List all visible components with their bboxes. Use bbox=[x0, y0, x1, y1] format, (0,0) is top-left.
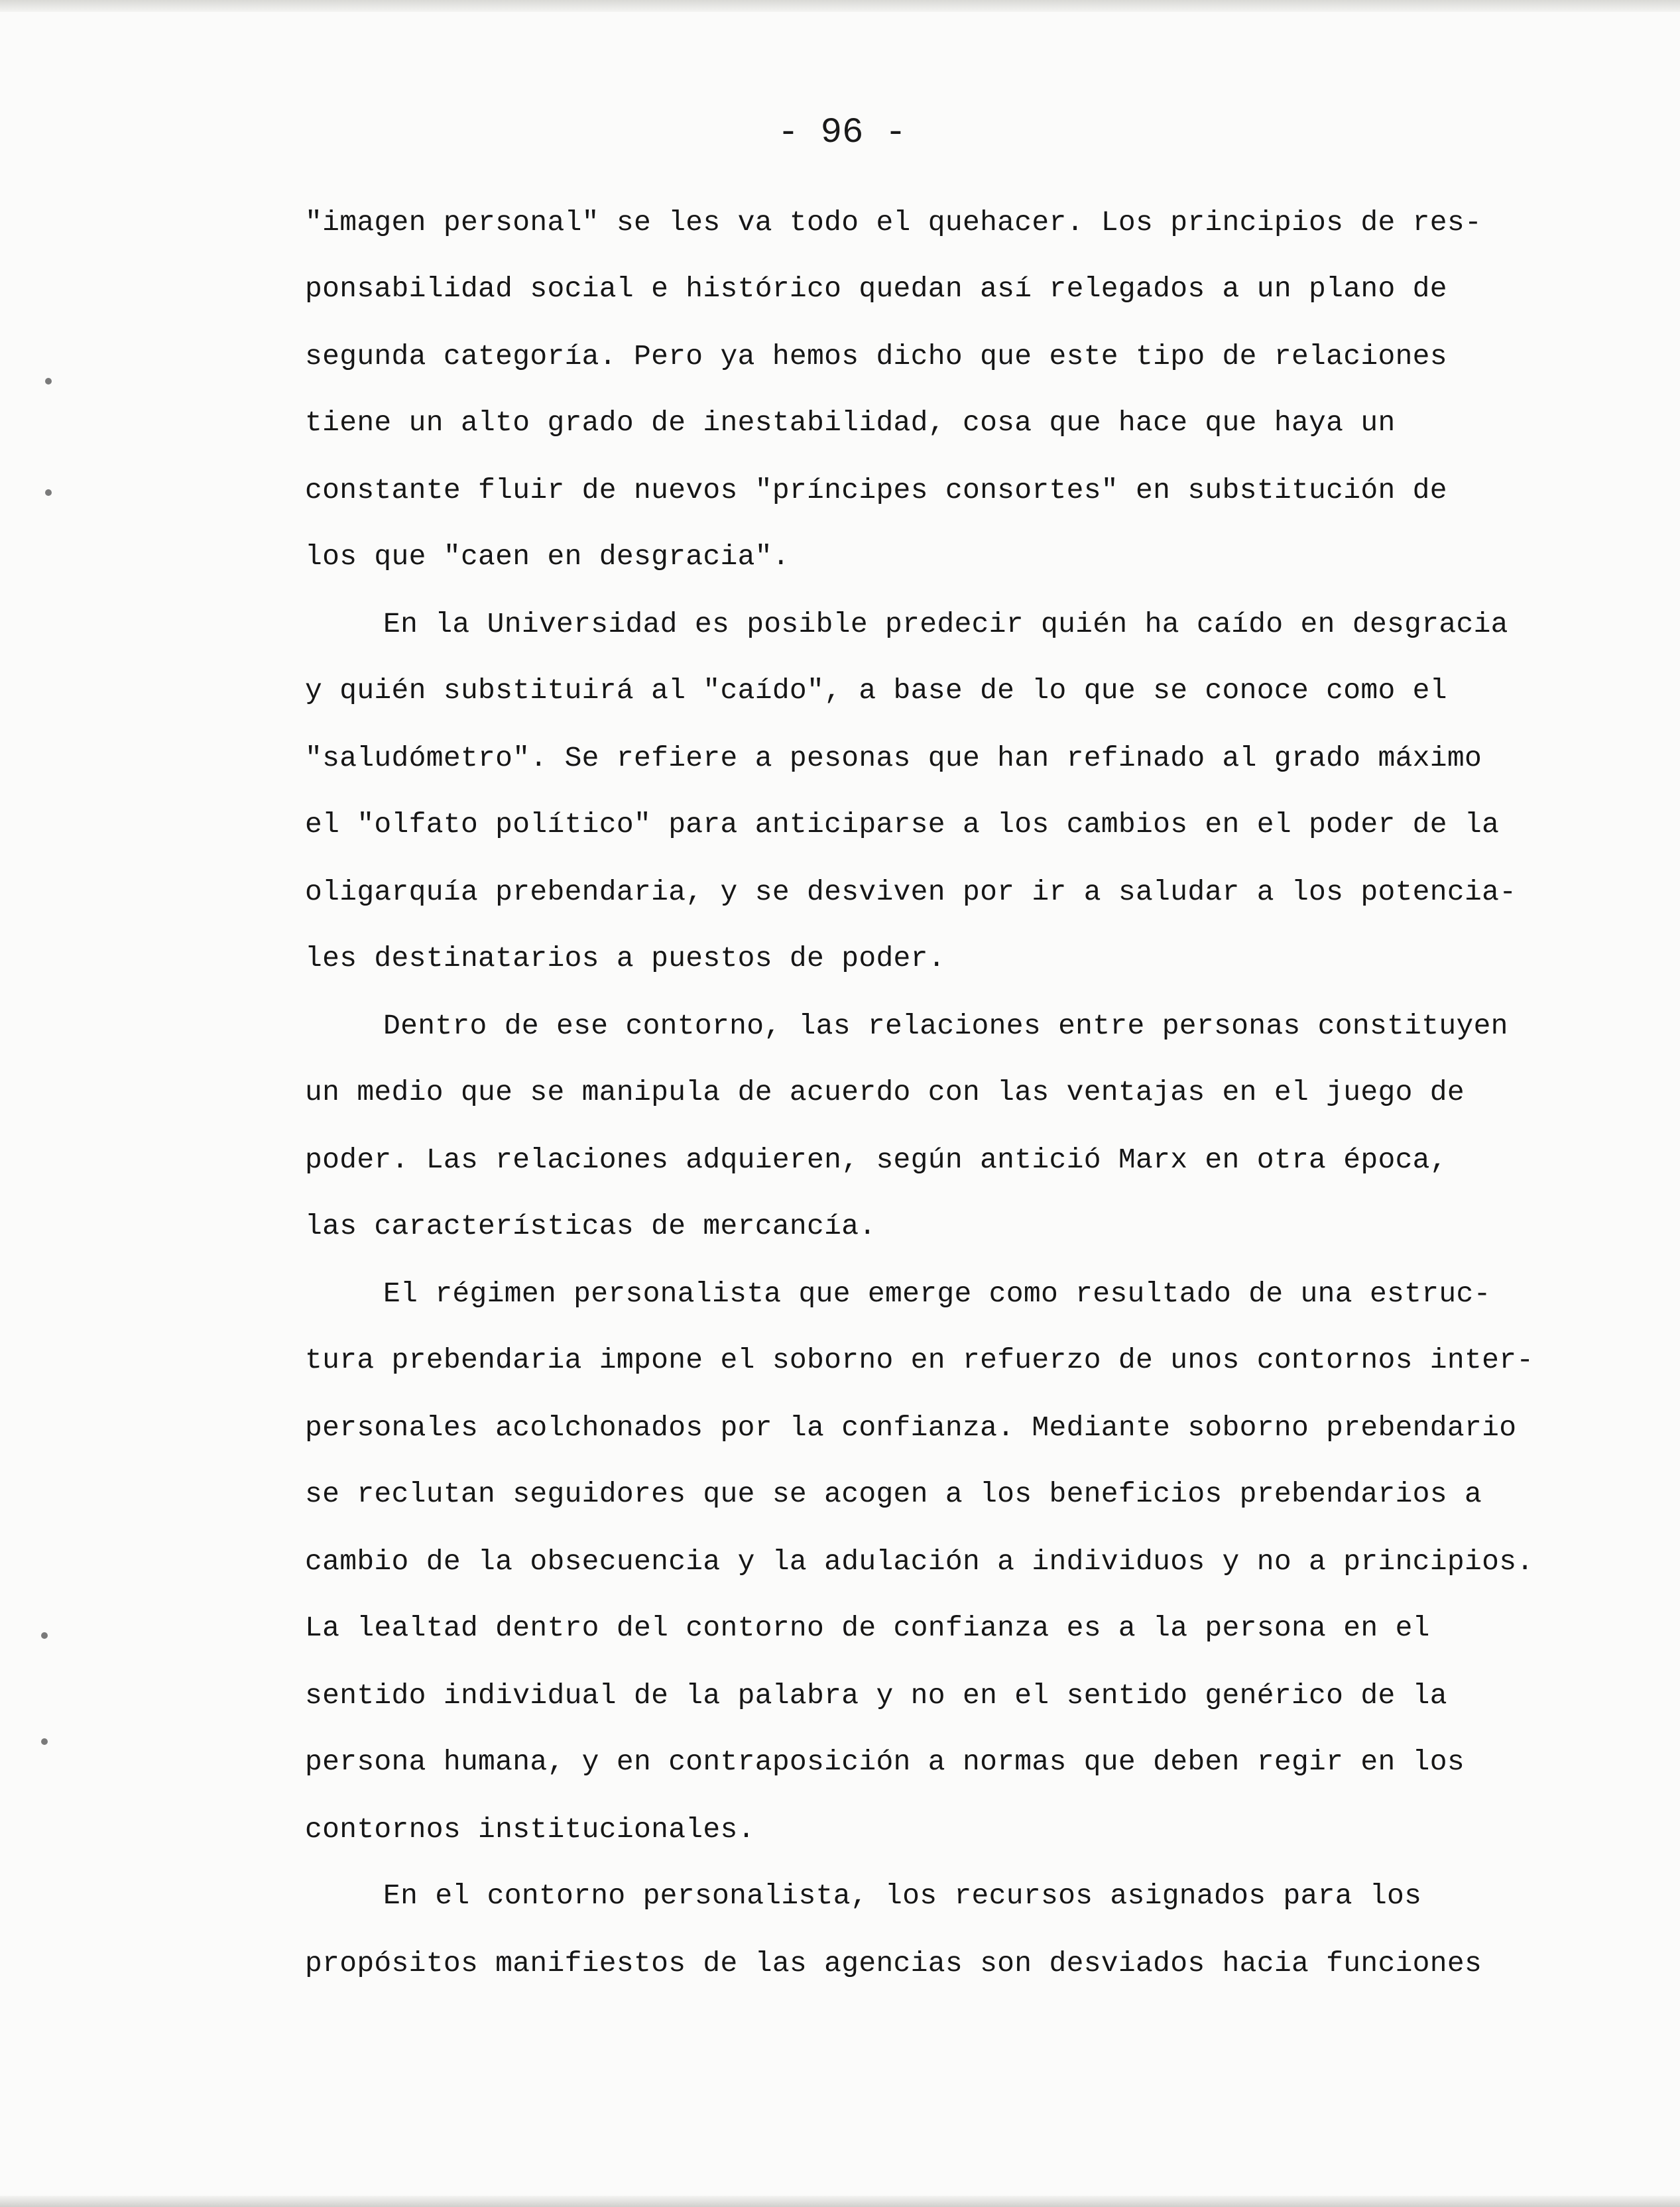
text-line: persona humana, y en contraposición a normas que deben regir en los bbox=[305, 1746, 1465, 1778]
text-line: un medio que se manipula de acuerdo con las ventajas en el juego de bbox=[305, 1076, 1465, 1108]
text-line: oligarquía prebendaria, y se desviven por ir a saludar a los potencia- bbox=[305, 876, 1517, 908]
text-line: segunda categoría. Pero ya hemos dicho que este tipo de relaciones bbox=[305, 340, 1447, 373]
text-line: el "olfato político" para anticiparse a los cambios en el poder de la bbox=[305, 808, 1500, 841]
text-line: tura prebendaria impone el soborno en refuerzo de unos contornos inter- bbox=[305, 1344, 1534, 1376]
text-line: "imagen personal" se les va todo el quehacer. Los principios de res- bbox=[305, 206, 1482, 239]
text-line: tiene un alto grado de inestabilidad, cosa que hace que haya un bbox=[305, 406, 1396, 439]
text-line: las características de mercancía. bbox=[305, 1210, 876, 1242]
text-line: les destinatarios a puestos de poder. bbox=[305, 942, 945, 975]
text-line: propósitos manifiestos de las agencias son desviados hacia funciones bbox=[305, 1947, 1482, 1980]
text-line: sentido individual de la palabra y no en el sentido genérico de la bbox=[305, 1679, 1447, 1712]
page-number: - 96 - bbox=[777, 113, 907, 153]
paragraph-first-line: El régimen personalista que emerge como resultado de una estruc- bbox=[383, 1278, 1491, 1310]
paragraph-first-line: Dentro de ese contorno, las relaciones entre personas constituyen bbox=[383, 1010, 1508, 1042]
paragraph-first-line: En el contorno personalista, los recursos asignados para los bbox=[383, 1879, 1422, 1912]
text-line: La lealtad dentro del contorno de confianza es a la persona en el bbox=[305, 1612, 1430, 1644]
text-line: los que "caen en desgracia". bbox=[305, 540, 790, 573]
text-line: cambio de la obsecuencia y la adulación a individuos y no a principios. bbox=[305, 1545, 1534, 1578]
text-line: y quién substituirá al "caído", a base de lo que se conoce como el bbox=[305, 674, 1447, 707]
text-line: personales acolchonados por la confianza. Mediante soborno prebendario bbox=[305, 1411, 1517, 1444]
text-line: poder. Las relaciones adquieren, según antició Marx en otra época, bbox=[305, 1144, 1447, 1176]
paragraph-first-line: En la Universidad es posible predecir quién ha caído en desgracia bbox=[383, 608, 1508, 640]
text-line: constante fluir de nuevos "príncipes consortes" en substitución de bbox=[305, 474, 1447, 507]
text-line: "saludómetro". Se refiere a pesonas que han refinado al grado máximo bbox=[305, 742, 1482, 774]
text-line: se reclutan seguidores que se acogen a los beneficios prebendarios a bbox=[305, 1478, 1482, 1510]
text-line: ponsabilidad social e histórico quedan así relegados a un plano de bbox=[305, 272, 1447, 305]
scan-bottom-edge bbox=[0, 2196, 1680, 2207]
text-line: contornos institucionales. bbox=[305, 1813, 755, 1846]
